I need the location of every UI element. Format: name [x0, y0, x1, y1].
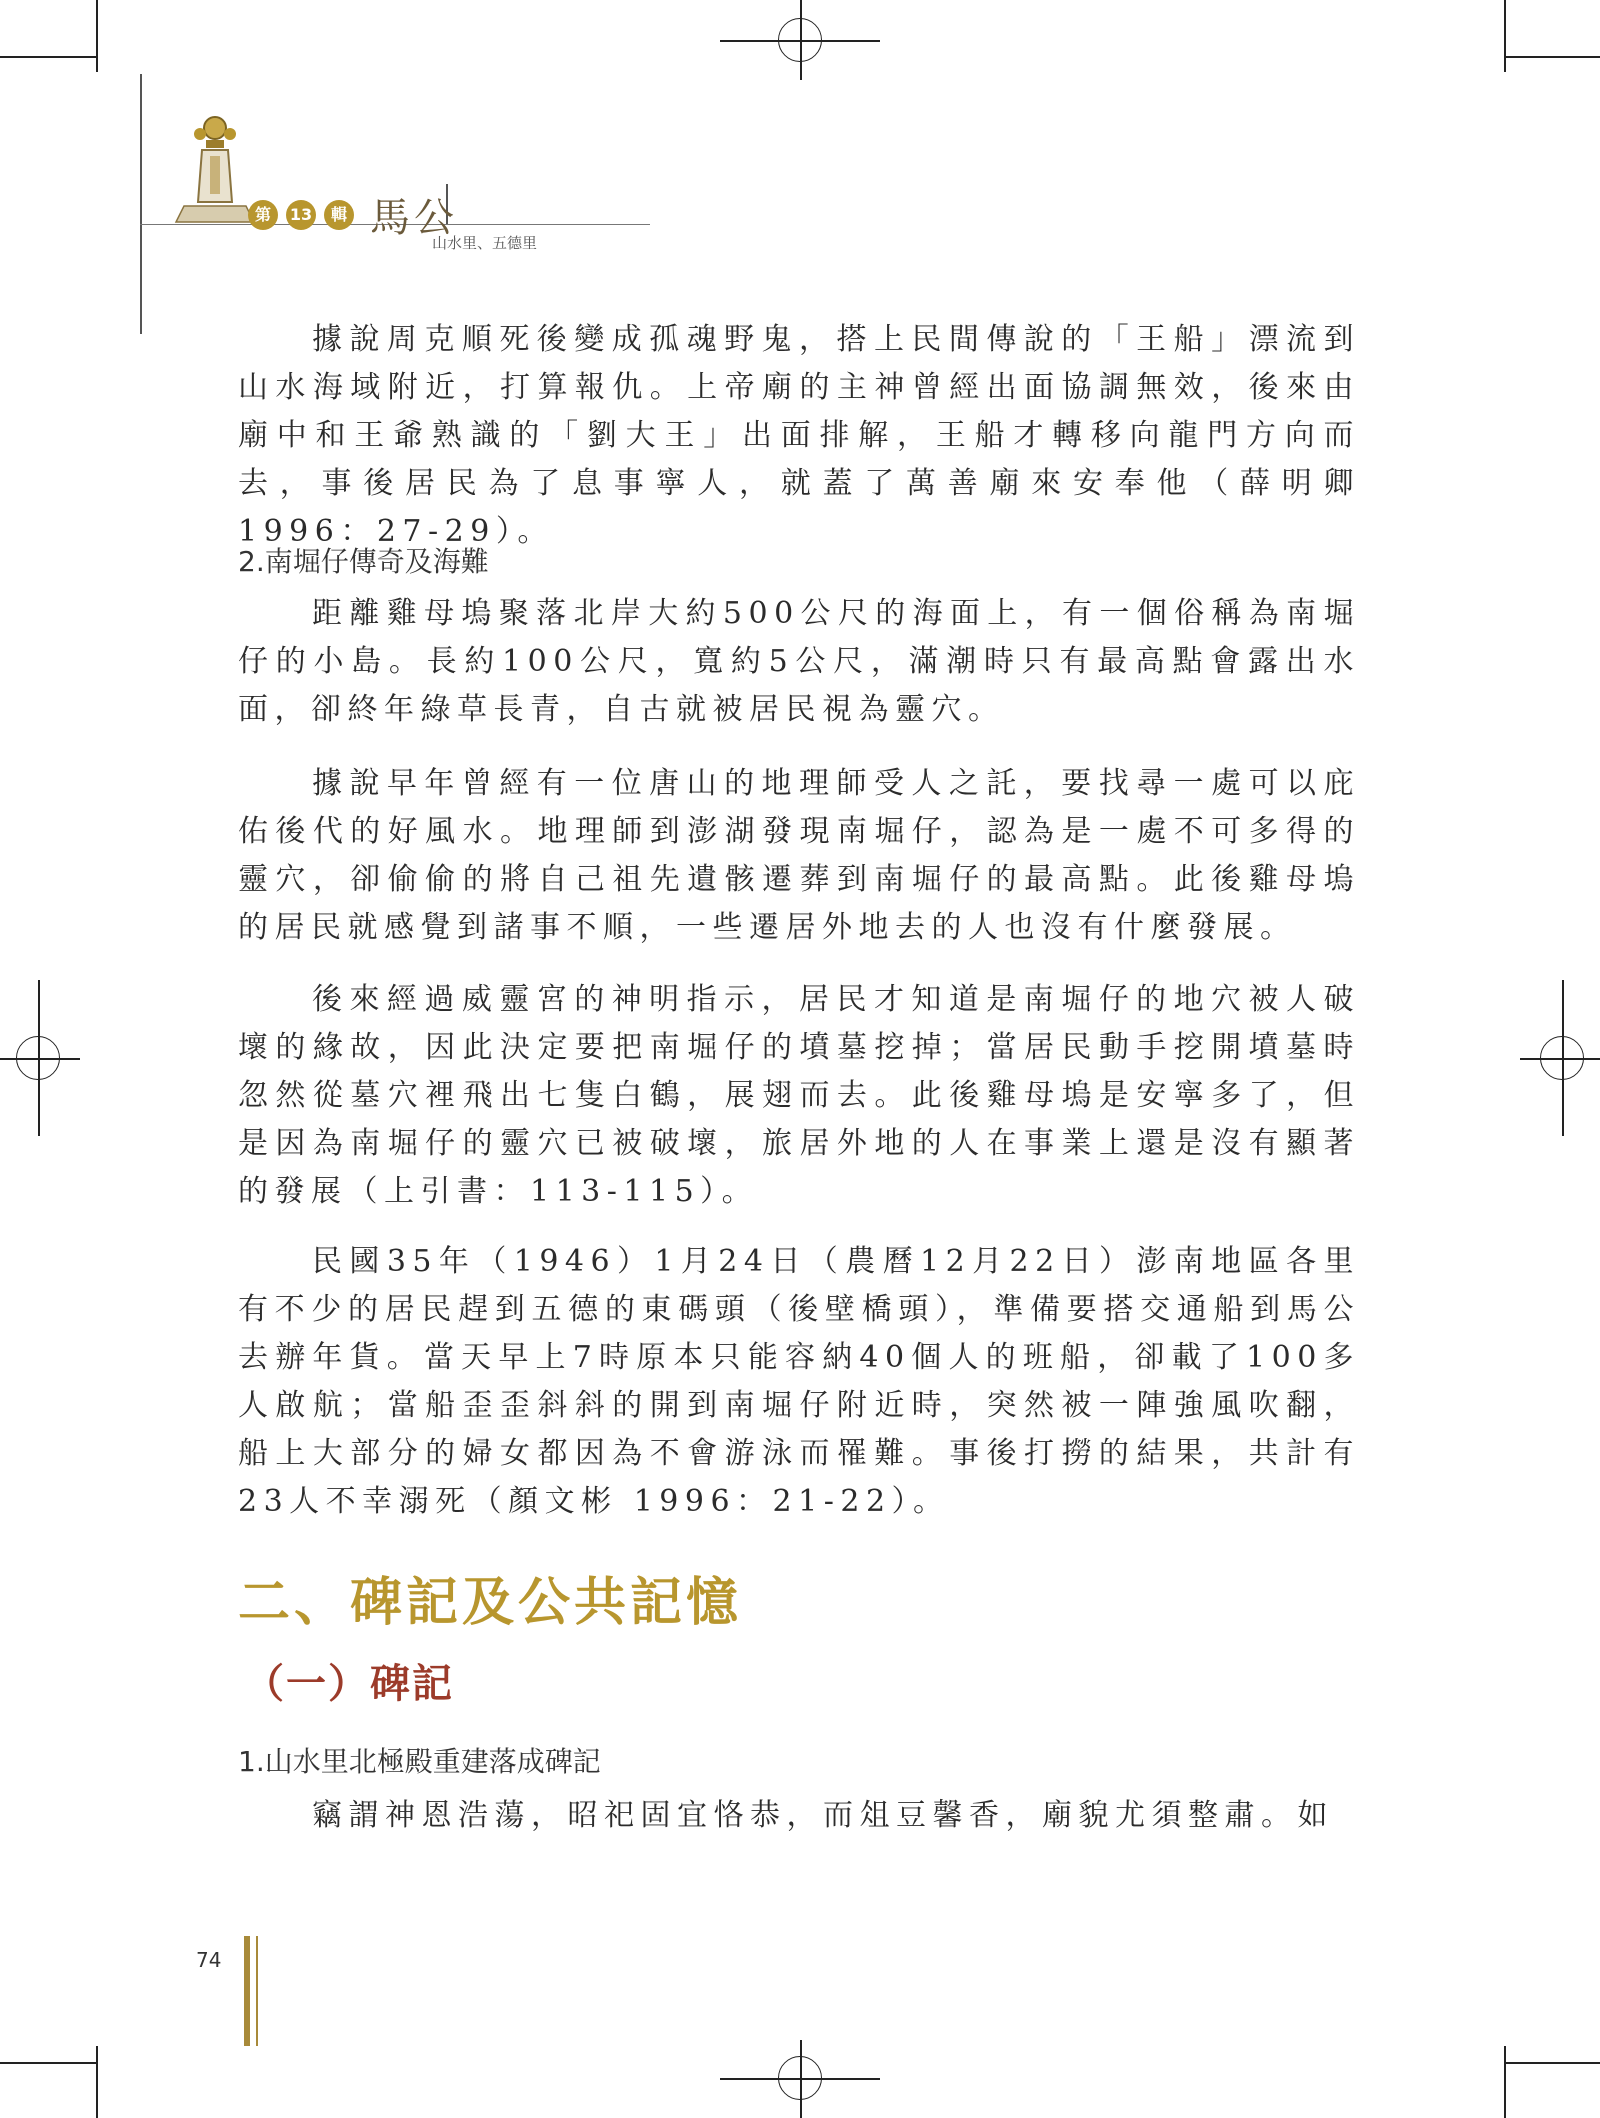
crop-mark-top-left-v	[96, 0, 98, 72]
registration-mark-icon	[778, 18, 822, 62]
volume-badge-right: 輯	[324, 200, 354, 230]
volume-badge-left: 第	[248, 200, 278, 230]
header-vertical-rule	[140, 74, 142, 334]
registration-mark-icon	[778, 2056, 822, 2100]
subsection-title: （一）碑記	[244, 1661, 454, 1707]
incense-burner-emblem	[170, 110, 260, 225]
page-number: 74	[196, 1948, 222, 1972]
paragraph-6: 竊謂神恩浩蕩，昭祀固宜恪恭，而俎豆馨香，廟貌尤須整肅。如	[312, 1798, 1334, 1833]
volume-header	[248, 186, 458, 243]
paragraph-5: 民國35年（1946）1月24日（農曆12月22日）澎南地區各里有不少的居民趕到五德的東碼頭（後壁橋頭），準備要搭交通船到馬公去辦年貨。當天早上7時原本只能容納40個人的班船，卻載了100多人啟航；當船歪歪斜斜的開到南堀仔附近時，突然被一陣強風吹翻，船上大部分的婦女都因為不會游泳而罹難。事後打撈的結果，共計有23人不幸溺死（顏文彬 1996：21-22）。	[238, 1244, 1360, 1519]
page-number-bar-thick	[244, 1936, 250, 2046]
registration-mark-icon	[16, 1036, 60, 1080]
crop-mark-bottom-right-h	[1504, 2062, 1600, 2064]
page-number-bar-thin	[256, 1936, 258, 2046]
volume-title: 馬公	[370, 195, 458, 241]
volume-badge-number: 13	[286, 200, 316, 230]
paragraph-3: 據說早年曾經有一位唐山的地理師受人之託，要找尋一處可以庇佑後代的好風水。地理師到澎湖發現南堀仔，認為是一處不可多得的靈穴，卻偷偷的將自己祖先遺骸遷葬到南堀仔的最高點。此後雞母塢的居民就感覺到諸事不順，一些遷居外地去的人也沒有什麼發展。	[238, 766, 1360, 945]
crop-mark-top-right-v	[1504, 0, 1506, 72]
registration-mark-icon	[1540, 1036, 1584, 1080]
paragraph-2: 距離雞母塢聚落北岸大約500公尺的海面上，有一個俗稱為南堀仔的小島。長約100公尺，寬約5公尺，滿潮時只有最高點會露出水面，卻終年綠草長青，自古就被居民視為靈穴。	[238, 596, 1360, 727]
paragraph-4: 後來經過威靈宮的神明指示，居民才知道是南堀仔的地穴被人破壞的緣故，因此決定要把南堀仔的墳墓挖掉；當居民動手挖開墳墓時忽然從墓穴裡飛出七隻白鶴，展翅而去。此後雞母塢是安寧多了，但是因為南堀仔的靈穴已被破壞，旅居外地的人在事業上還是沒有顯著的發展（上引書：113-115）。	[238, 982, 1360, 1209]
crop-mark-bottom-left-h	[0, 2062, 96, 2064]
volume-subtitle: 山水里、五德里	[432, 234, 538, 252]
crop-mark-bottom-left-v	[96, 2046, 98, 2118]
subheading-2: 2.南堀仔傳奇及海難	[238, 545, 489, 578]
crop-mark-top-left-h	[0, 56, 96, 58]
subheading-3: 1.山水里北極殿重建落成碑記	[238, 1745, 601, 1778]
paragraph-1: 據說周克順死後變成孤魂野鬼，搭上民間傳說的「王船」漂流到山水海域附近，打算報仇。上帝廟的主神曾經出面協調無效，後來由廟中和王爺熟識的「劉大王」出面排解，王船才轉移向龍門方向而去，事後居民為了息事寧人，就蓋了萬善廟來安奉他（薛明卿 1996：27-29）。	[238, 322, 1360, 549]
section-title: 二、碑記及公共記憶	[238, 1573, 743, 1633]
crop-mark-bottom-right-v	[1504, 2046, 1506, 2118]
crop-mark-top-right-h	[1504, 56, 1600, 58]
